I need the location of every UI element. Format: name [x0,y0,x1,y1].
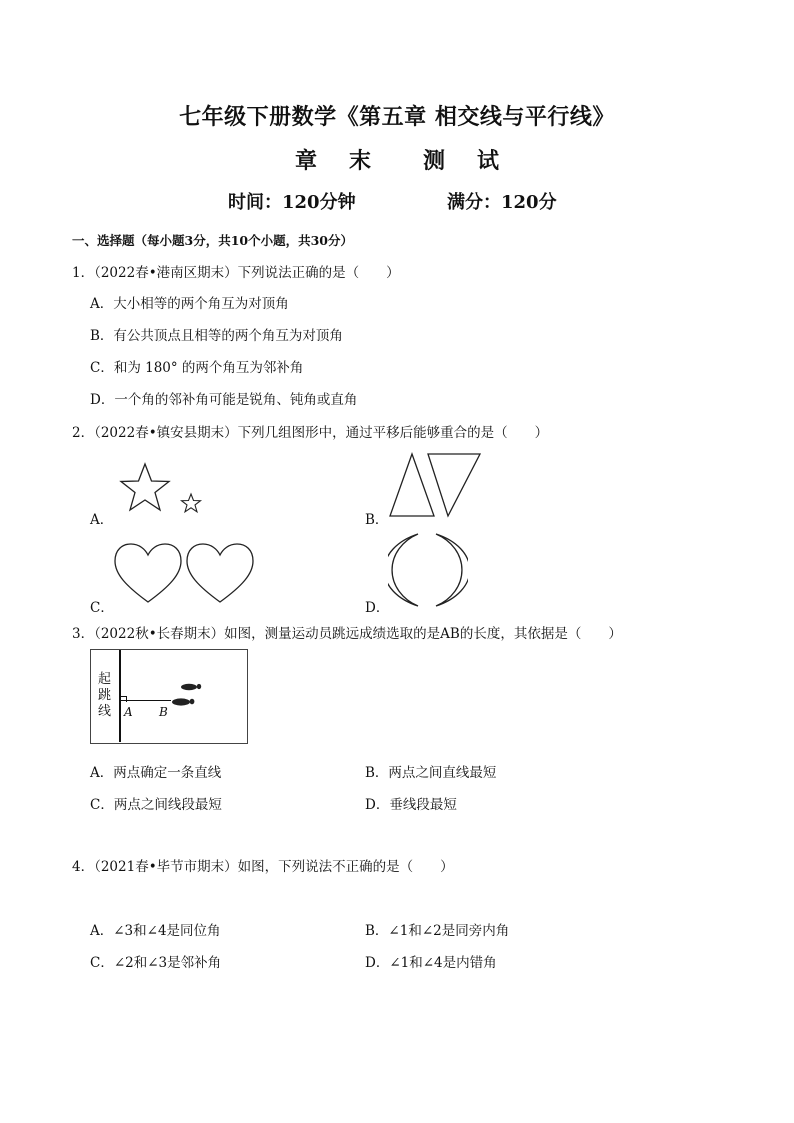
two-triangles-figure [388,450,484,522]
question-1-option-c: C．和为 180° 的两个角互为邻补角 [90,360,304,376]
long-jump-figure [90,649,248,744]
right-crescent-shape [436,534,468,606]
question-3-option-d: D．垂线段最短 [365,797,457,813]
large-star-shape [121,464,169,510]
inverted-triangle-shape [428,454,480,516]
question-4-option-a: A．∠3和∠4是同位角 [90,923,221,939]
question-2-option-c-label: C． [90,600,114,616]
page-subtitle [0,144,794,175]
right-angle-mark [121,696,127,702]
footprints-icon [169,678,209,710]
left-heart-shape [115,544,181,602]
question-3-option-c: C．两点之间线段最短 [90,797,222,813]
question-2-option-a-label: A． [90,512,114,528]
left-crescent-shape [388,534,418,606]
segment-ab [121,700,171,701]
subtitle-char: 末 [348,148,371,174]
two-crescents-figure [388,530,468,610]
question-1-option-b: B．有公共顶点且相等的两个角互为对顶角 [90,328,343,344]
two-stars-figure [112,460,212,520]
question-4-option-b: B．∠1和∠2是同旁内角 [365,923,510,939]
question-4-option-c: C．∠2和∠3是邻补角 [90,955,222,971]
question-2-stem: 2．（2022春•镇安县期末）下列几组图形中，通过平移后能够重合的是（ ） [72,425,549,441]
label-char: 起 [98,672,112,687]
question-4-option-d: D．∠1和∠4是内错角 [365,955,497,971]
right-heart-shape [187,544,253,602]
question-1-stem: 1．（2022春•港南区期末）下列说法正确的是（ ） [72,265,400,281]
question-2-option-b-label: B． [365,512,389,528]
question-3-stem: 3．（2022秋•长春期末）如图，测量运动员跳远成绩选取的是AB的长度，其依据是（ ） [72,626,622,642]
takeoff-line-label [98,672,111,720]
label-char: 跳 [98,688,112,703]
question-1-option-d: D．一个角的邻补角可能是锐角、钝角或直角 [90,392,358,408]
subtitle-char: 章 [294,148,317,174]
subtitle-char: 试 [477,148,500,174]
two-hearts-figure [112,540,256,606]
score-label: 满分：120分 [447,192,557,213]
section-heading: 一、选择题（每小题3分，共10个小题，共30分） [72,233,353,248]
question-4-stem: 4．（2021春•毕节市期末）如图，下列说法不正确的是（ ） [72,859,454,875]
subtitle-char: 测 [423,148,446,174]
time-label: 时间：120分钟 [228,192,356,213]
point-b-label: B [159,705,168,719]
label-char: 线 [98,704,112,719]
page-title: 七年级下册数学《第五章 相交线与平行线》 [179,104,615,130]
point-a-label: A [124,705,133,719]
question-1-option-a: A．大小相等的两个角互为对顶角 [90,296,289,312]
upright-triangle-shape [390,454,434,516]
small-star-shape [182,494,201,512]
question-2-option-d-label: D． [365,600,390,616]
question-3-option-a: A．两点确定一条直线 [90,765,222,781]
question-3-option-b: B．两点之间直线最短 [365,765,497,781]
